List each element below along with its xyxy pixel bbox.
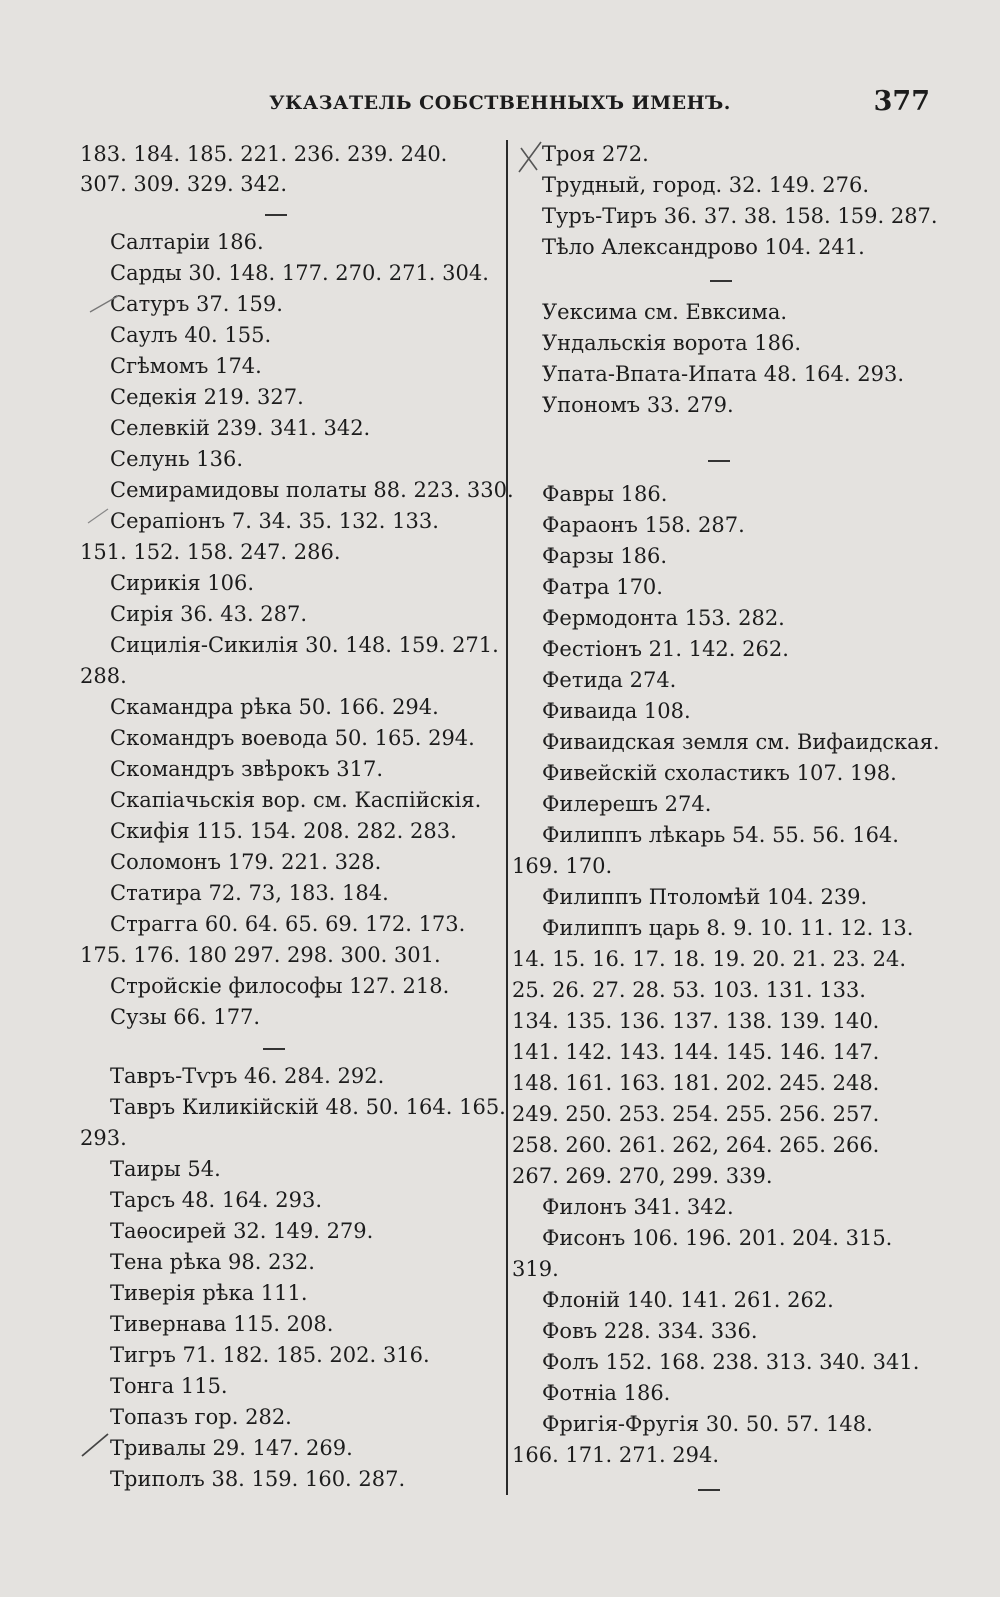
index-line: Сузы 66. 177. [110,1005,261,1029]
index-line: 134. 135. 136. 137. 138. 139. 140. [512,1009,880,1033]
index-line: Упономъ 33. 279. [542,393,734,417]
index-line: Седекія 219. 327. [110,385,304,409]
index-line: Скамандра рѣка 50. 166. 294. [110,695,439,719]
index-line: Серапіонъ 7. 34. 35. 132. 133. [110,509,439,533]
section-rule [708,460,730,462]
index-line: Сирикія 106. [110,571,255,595]
index-line: Фатра 170. [542,575,663,599]
index-line: Триполъ 38. 159. 160. 287. [110,1467,406,1491]
index-line: 307. 309. 329. 342. [80,172,288,196]
index-line: Филонъ 341. 342. [542,1195,734,1219]
index-line: Тавръ Киликійскій 48. 50. 164. 165. [110,1095,506,1119]
index-line: Статира 72. 73, 183. 184. [110,881,389,905]
index-line: 267. 269. 270, 299. 339. [512,1164,773,1188]
index-line: Упата-Впата-Ипата 48. 164. 293. [542,362,905,386]
index-line: Тонга 115. [110,1374,228,1398]
index-line: Фисонъ 106. 196. 201. 204. 315. [542,1226,893,1250]
index-line: 141. 142. 143. 144. 145. 146. 147. [512,1040,880,1064]
index-line: 249. 250. 253. 254. 255. 256. 257. [512,1102,880,1126]
index-line: 258. 260. 261. 262, 264. 265. 266. [512,1133,880,1157]
index-line: Фолъ 152. 168. 238. 313. 340. 341. [542,1350,920,1374]
index-line: Флоній 140. 141. 261. 262. [542,1288,834,1312]
index-line: Фетида 274. [542,668,677,692]
index-line: 151. 152. 158. 247. 286. [80,540,341,564]
index-line: Сарды 30. 148. 177. 270. 271. 304. [110,261,489,285]
index-line: 169. 170. [512,854,613,878]
index-line: Сицилія-Сикилія 30. 148. 159. 271. [110,633,499,657]
index-line: 293. [80,1126,127,1150]
index-line: Тавръ-Тѵръ 46. 284. 292. [110,1064,385,1088]
index-line: Селевкій 239. 341. 342. [110,416,371,440]
index-line: Стройскіе философы 127. 218. [110,974,450,998]
index-line: Таиры 54. [110,1157,221,1181]
index-line: Топазъ гор. 282. [110,1405,292,1429]
index-line: Салтаріи 186. [110,230,264,254]
index-line: Скомандръ звѣрокъ 317. [110,757,384,781]
index-line: Туръ-Тиръ 36. 37. 38. 158. 159. 287. [542,204,938,228]
index-line: 288. [80,664,127,688]
index-line: Фовъ 228. 334. 336. [542,1319,758,1343]
index-line: Фотніа 186. [542,1381,671,1405]
index-line: Скомандръ воевода 50. 165. 294. [110,726,475,750]
index-line: Фиваида 108. [542,699,691,723]
index-line: Тивернава 115. 208. [110,1312,334,1336]
index-line: Троя 272. [542,142,649,166]
index-line: Страгга 60. 64. 65. 69. 172. 173. [110,912,466,936]
index-line: Скапіачьскія вор. см. Каспійскія. [110,788,482,812]
index-line: 175. 176. 180 297. 298. 300. 301. [80,943,441,967]
index-line: Фиваидская земля см. Вифаидская. [542,730,940,754]
section-rule [710,280,732,282]
index-line: Фермодонта 153. 282. [542,606,785,630]
section-rule [698,1489,720,1491]
index-line: Филиппъ царь 8. 9. 10. 11. 12. 13. [542,916,914,940]
index-line: 25. 26. 27. 28. 53. 103. 131. 133. [512,978,866,1002]
page-number: 377 [873,86,930,117]
section-rule [265,214,287,216]
index-line: Соломонъ 179. 221. 328. [110,850,382,874]
index-line: Сатуръ 37. 159. [110,292,283,316]
index-line: Ундальскія ворота 186. [542,331,802,355]
index-line: 319. [512,1257,559,1281]
index-line: 183. 184. 185. 221. 236. 239. 240. [80,142,448,166]
index-line: Фарзы 186. [542,544,667,568]
index-line: Сирія 36. 43. 287. [110,602,308,626]
index-line: Уексима см. Евксима. [542,300,788,324]
index-line: Саулъ 40. 155. [110,323,272,347]
index-line: Фригія-Фругія 30. 50. 57. 148. [542,1412,873,1436]
running-header: УКАЗАТЕЛЬ СОБСТВЕННЫХЪ ИМЕНЪ. [269,92,731,114]
index-line: Семирамидовы полаты 88. 223. 330. [110,478,514,502]
index-line: Тѣло Александрово 104. 241. [542,235,865,259]
index-line: Фараонъ 158. 287. [542,513,745,537]
index-line: Сгѣмомъ 174. [110,354,262,378]
index-line: Селунь 136. [110,447,244,471]
index-line: 166. 171. 271. 294. [512,1443,720,1467]
column-divider [506,140,508,1495]
index-line: Фестіонъ 21. 142. 262. [542,637,789,661]
index-line: Тривалы 29. 147. 269. [110,1436,353,1460]
index-line: Скифія 115. 154. 208. 282. 283. [110,819,457,843]
index-line: Филерешъ 274. [542,792,712,816]
index-line: Тиверія рѣка 111. [110,1281,308,1305]
index-line: Фивейскій схоластикъ 107. 198. [542,761,897,785]
index-line: 148. 161. 163. 181. 202. 245. 248. [512,1071,880,1095]
index-line: Тена рѣка 98. 232. [110,1250,315,1274]
section-rule [263,1048,285,1050]
index-line: Тигръ 71. 182. 185. 202. 316. [110,1343,430,1367]
index-line: Филиппъ лѣкарь 54. 55. 56. 164. [542,823,899,847]
index-line: Трудный, город. 32. 149. 276. [542,173,870,197]
index-line: 14. 15. 16. 17. 18. 19. 20. 21. 23. 24. [512,947,907,971]
index-line: Фавры 186. [542,482,668,506]
index-line: Филиппъ Птоломѣй 104. 239. [542,885,868,909]
index-line: Тарсъ 48. 164. 293. [110,1188,323,1212]
index-line: Таѳосирей 32. 149. 279. [110,1219,374,1243]
